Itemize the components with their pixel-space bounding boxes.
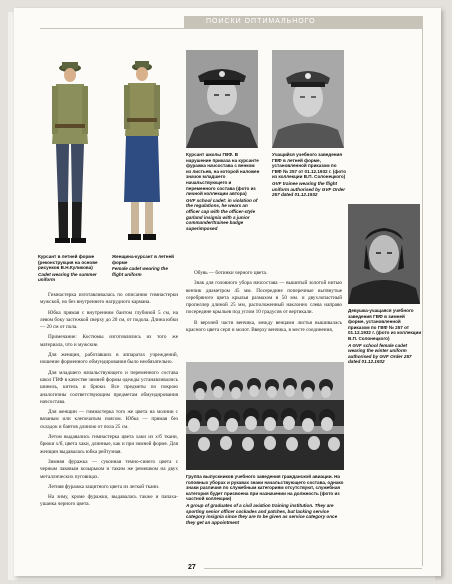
female-cadet-drawing [112,52,172,248]
paragraph: Знак для головного убора начсостава — вышитый золотой нитью венчик диаметром 45 мм. Посередине поперечные вытянутые серебряного цвета крылья размахом в 50 мм. и двухлопастный пропеллер длиной 25 мм, расположенный наклонно слева направо посередине крыльев под углом 10 градусов от вертикали. [186,280,342,316]
photo-group-graduates [186,362,344,470]
paragraph: Для женщин — гимнастерка того же цвета на молнии с вязаным или клепочатым поясом. Юбка — прямая без складок и бантов длиною от пола 25 см. [40,409,178,430]
caption-ru: Женщина-курсант в летней форме [112,254,174,265]
caption-fig2 [112,254,174,277]
caption-en: A group of graduates of a civil aviation training institution. They are sporting senior officer cockades and patches, but lacking service category insignia since they are to be given as service category once they get an appointment [186,502,338,525]
paragraph: Юбка прямая с внутренним бантом глубиной 5 см, на левом боку застежкой сверху до 20 см, от подола. Длина юбки — 20 см от пола. [40,309,178,331]
illustration-female-cadet [112,52,172,248]
caption-en: GVF school cadet: in violation of the regulations, he wears an officer cap with the officer-style garland insignia with a junior commander/trainee badge superimposed [186,197,258,231]
paragraph: Зимняя фуражка — суконная темно-синего цвета с черным лаковым козырьком и таким же ремешком на двух металлических пуговицах. [40,458,178,480]
margin-rule [422,16,423,566]
caption-fig4 [272,152,346,198]
portrait-cadet-cap-image [186,50,258,148]
paragraph: Для женщин, работавших в аппаратах учреждений, ношение форменного обмундирования было необязательно. [40,352,178,366]
caption-ru: Курсант школы ГВФ. В нарушение приказа на курсанте фуражка начсостава с венком из листьев, на которой наложен значок младшего начальствующего и переменного состава (фото из личной коллекции автора) [186,152,260,197]
running-header: ПОИСКИ ОПТИМАЛЬНОГО [184,16,422,28]
paragraph: На зиму, кроме фуражки, выдавалась также и папаха-ушанка черного цвета. [40,494,178,508]
caption-en: Cadet wearing the summer uniform [38,271,97,283]
paragraph: Примечание: Костюмы изготовлялись из того же материала, что и мужские. [40,334,178,348]
header-rule [40,28,422,29]
caption-en: A GVF school female cadet wearing the winter uniform authorised by GVF Order 257 dated 01.12.1932 [348,342,412,365]
caption-ru: Курсант в летней форме (реконструкция на основе рисунков В.Н.Куликова) [38,254,98,271]
group-graduates-image [186,362,344,470]
book-page [14,8,441,576]
photo-portrait-female-trainee [348,204,420,304]
paragraph: В верхней части венчика, между венцами листья вышивалась красного цвета серп и молот. Вверху венчика, в месте соединения, [186,319,342,334]
photo-portrait-cadet-cap [186,50,258,148]
paragraph: Обувь — ботинки черного цвета. [194,270,268,276]
caption-ru: Группа выпускников учебного заведения гражданской авиации. На головных уборах и рукавах знаки начальствующего состава, однако знаки различия по служебным категориям отсутствуют, служебная категория будет присвоена при назначении на должность (фото из частной коллекции) [186,474,344,502]
portrait-trainee-image [272,50,344,148]
paragraph: Летом выдавались гимнастерка цвета хаки из х/б ткани, брюки х/б, цвета хаки, длинные, как и при зимней форме. Для женщин выдавалась юбка рейтузная. [40,434,178,455]
illustration-male-cadet [38,52,98,248]
portrait-female-trainee-image [348,204,420,304]
caption-ru: Девушка-учащаяся учебного заведения ГВФ в зимней форме, установленной приказом по ГВФ № 257 от 01.12.1932 г. (фото из коллекции В.П. Солонецкого) [348,308,422,341]
body-text-left-column [40,292,178,512]
footer-rule [204,568,422,569]
male-cadet-drawing [38,52,98,248]
paragraph: Летняя фуражка защитного цвета из легкой ткани. [48,483,160,490]
caption-fig1 [38,254,100,283]
page-number: 27 [188,564,196,571]
photo-portrait-trainee [272,50,344,148]
paragraph: Для младшего начальствующего и переменного состава школ ГВФ в качестве зимней формы одежды устанавливались шинель, китель и брюки. Все предметы по покрою аналогичны соответствующим предметам обмундирования начсостава. [40,369,178,405]
caption-en: GVF trainee wearing the flight uniform authorised by GVF Order 257 dated 01.12.1932 [272,180,345,198]
paragraph: Гимнастерка изготавливалась по описанию гимнастерки мужской, но без внутреннего нагрудного кармана. [40,292,178,306]
caption-fig6 [186,474,346,525]
body-text-right-column [186,270,342,337]
caption-fig3 [186,152,260,231]
caption-ru: Учащийся учебного заведения ГВФ в летней форме, установленной приказом по ГВФ № 257 от 01.12.1932 г. (фото из коллекции В.П. Солонецкого) [272,152,347,180]
caption-en: Female cadet wearing the flight uniform [112,266,168,277]
caption-fig5 [348,308,422,365]
